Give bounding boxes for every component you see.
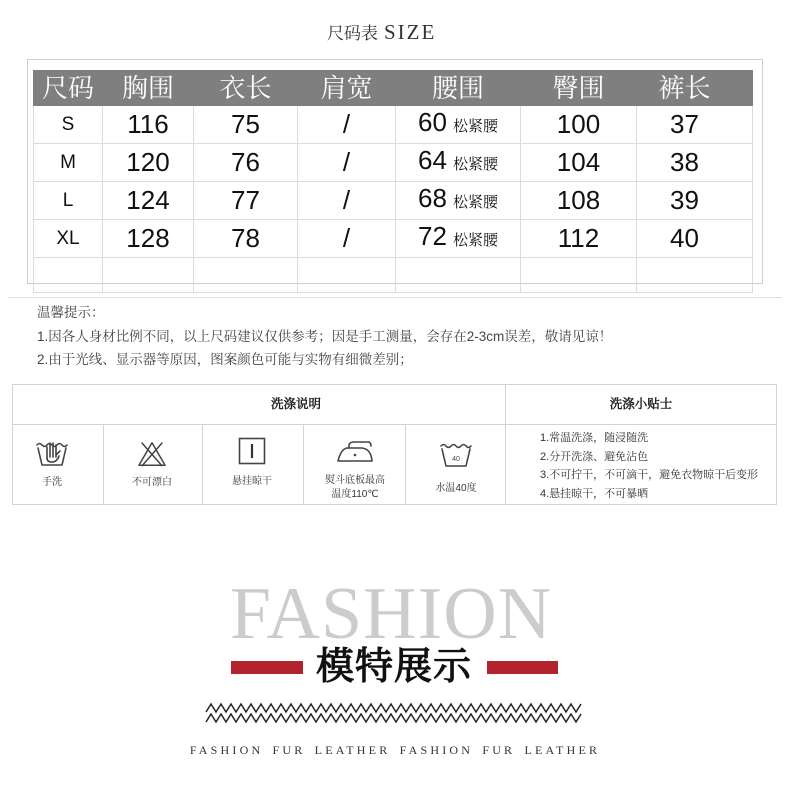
- zigzag-divider: [205, 701, 585, 727]
- cell-hip: 112: [521, 220, 637, 258]
- care-instructions-title: 洗涤说明: [270, 397, 321, 411]
- cell-shoulder: /: [298, 182, 396, 220]
- waist-note: 松紧腰: [452, 194, 498, 211]
- waist-value: 60: [418, 107, 447, 137]
- cell-pants-length: 40: [637, 220, 753, 258]
- cell-waist: [396, 182, 521, 220]
- waist-note: 松紧腰: [452, 232, 498, 249]
- size-chart-title-en: SIZE: [384, 20, 437, 44]
- cell-waist: [396, 106, 521, 144]
- cell-size: L: [34, 182, 103, 220]
- empty-cell: [637, 258, 753, 293]
- section-divider: [8, 297, 782, 298]
- iron-icon: [335, 439, 375, 463]
- care-symbol-label: 熨斗底板最高: [325, 475, 385, 486]
- wash-40-icon: [439, 440, 473, 468]
- waist-value: 68: [418, 183, 447, 213]
- cell-hip: 100: [521, 106, 637, 144]
- cell-waist: [396, 220, 521, 258]
- table-row: [34, 182, 753, 220]
- cell-waist: [396, 144, 521, 182]
- cell-chest: 128: [103, 220, 194, 258]
- cell-shoulder: /: [298, 220, 396, 258]
- cell-pants-length: 39: [637, 182, 753, 220]
- care-symbol-hang-dry: [202, 424, 302, 505]
- fashion-watermark: FASHION: [229, 573, 553, 655]
- cell-size: XL: [34, 220, 103, 258]
- cell-size: M: [34, 144, 103, 182]
- empty-cell: [194, 258, 298, 293]
- cell-length: 78: [194, 220, 298, 258]
- cell-shoulder: /: [298, 144, 396, 182]
- care-symbol-iron: [305, 424, 405, 505]
- table-row-empty: [34, 258, 753, 293]
- care-tip-item: 1.常温洗涤，随浸随洗: [540, 432, 649, 444]
- header-waist: 腰围: [396, 71, 521, 106]
- care-symbol-label: 不可漂白: [132, 477, 172, 488]
- care-symbol-label: 水温40度: [435, 483, 477, 494]
- size-table: [33, 70, 753, 293]
- cell-size: S: [34, 106, 103, 144]
- table-row: [34, 144, 753, 182]
- cell-pants-length: 38: [637, 144, 753, 182]
- wash-temperature-text: 40: [452, 456, 460, 463]
- zigzag-line-top: [206, 704, 581, 712]
- cell-shoulder: /: [298, 106, 396, 144]
- empty-cell: [103, 258, 194, 293]
- header-size: 尺码: [34, 71, 103, 106]
- empty-cell: [396, 258, 521, 293]
- waist-value: 64: [418, 145, 447, 175]
- waist-value: 72: [418, 221, 447, 251]
- hang-dry-icon: [238, 437, 266, 465]
- tips-block: [37, 301, 612, 372]
- header-shoulder: 肩宽: [298, 71, 396, 106]
- header-chest: 胸围: [103, 71, 194, 106]
- tips-item: 1.因各人身材比例不同，以上尺码建议仅供参考；因是手工测量，会存在2-3cm误差，敬请见谅！: [37, 328, 613, 344]
- cell-chest: 124: [103, 182, 194, 220]
- care-symbol-wash-40: [406, 424, 506, 505]
- care-tip-item: 3.不可拧干，不可滴干，避免衣物晾干后变形: [540, 469, 759, 482]
- symbol-divider: [303, 424, 304, 505]
- tips-label: 温馨提示：: [37, 305, 105, 320]
- cell-hip: 104: [521, 144, 637, 182]
- waist-note: 松紧腰: [452, 118, 498, 135]
- care-symbol-label: 悬挂晾干: [232, 476, 272, 487]
- empty-cell: [298, 258, 396, 293]
- hand-wash-icon: [35, 437, 69, 467]
- cell-hip: 108: [521, 182, 637, 220]
- care-symbol-no-bleach: [102, 424, 202, 505]
- cell-pants-length: 37: [637, 106, 753, 144]
- no-bleach-icon: [137, 440, 167, 468]
- model-showcase-title: 模特展示: [315, 646, 472, 688]
- brand-tagline: FASHION FUR LEATHER FASHION FUR LEATHER: [189, 743, 601, 757]
- header-pants-length: 裤长: [637, 71, 753, 106]
- size-chart-title: [327, 19, 436, 45]
- cell-length: 76: [194, 144, 298, 182]
- care-tips-list: [540, 429, 758, 504]
- care-tips-title: 洗涤小贴士: [609, 397, 673, 411]
- size-chart-title-cn: 尺码表: [327, 24, 378, 43]
- table-header-row: [34, 71, 753, 106]
- zigzag-line-bottom: [206, 714, 581, 722]
- empty-cell: [521, 258, 637, 293]
- tips-item: 2.由于光线、显示器等原因，图案颜色可能与实物有细微差别；: [37, 352, 413, 367]
- care-symbol-hand-wash: [2, 424, 102, 505]
- table-row: [34, 106, 753, 144]
- header-hip: 臀围: [521, 71, 637, 106]
- care-symbol-label: 手洗: [42, 477, 62, 488]
- care-tip-item: 2.分开洗涤、避免沾色: [540, 450, 649, 463]
- care-symbol-label-line2: 温度110℃: [331, 489, 379, 500]
- waist-note: 松紧腰: [452, 156, 498, 173]
- cell-chest: 116: [103, 106, 194, 144]
- table-row: [34, 220, 753, 258]
- cell-length: 75: [194, 106, 298, 144]
- cell-length: 77: [194, 182, 298, 220]
- empty-cell: [34, 258, 103, 293]
- cell-chest: 120: [103, 144, 194, 182]
- care-tip-item: 4.悬挂晾干，不可暴晒: [540, 488, 649, 501]
- header-length: 衣长: [194, 71, 298, 106]
